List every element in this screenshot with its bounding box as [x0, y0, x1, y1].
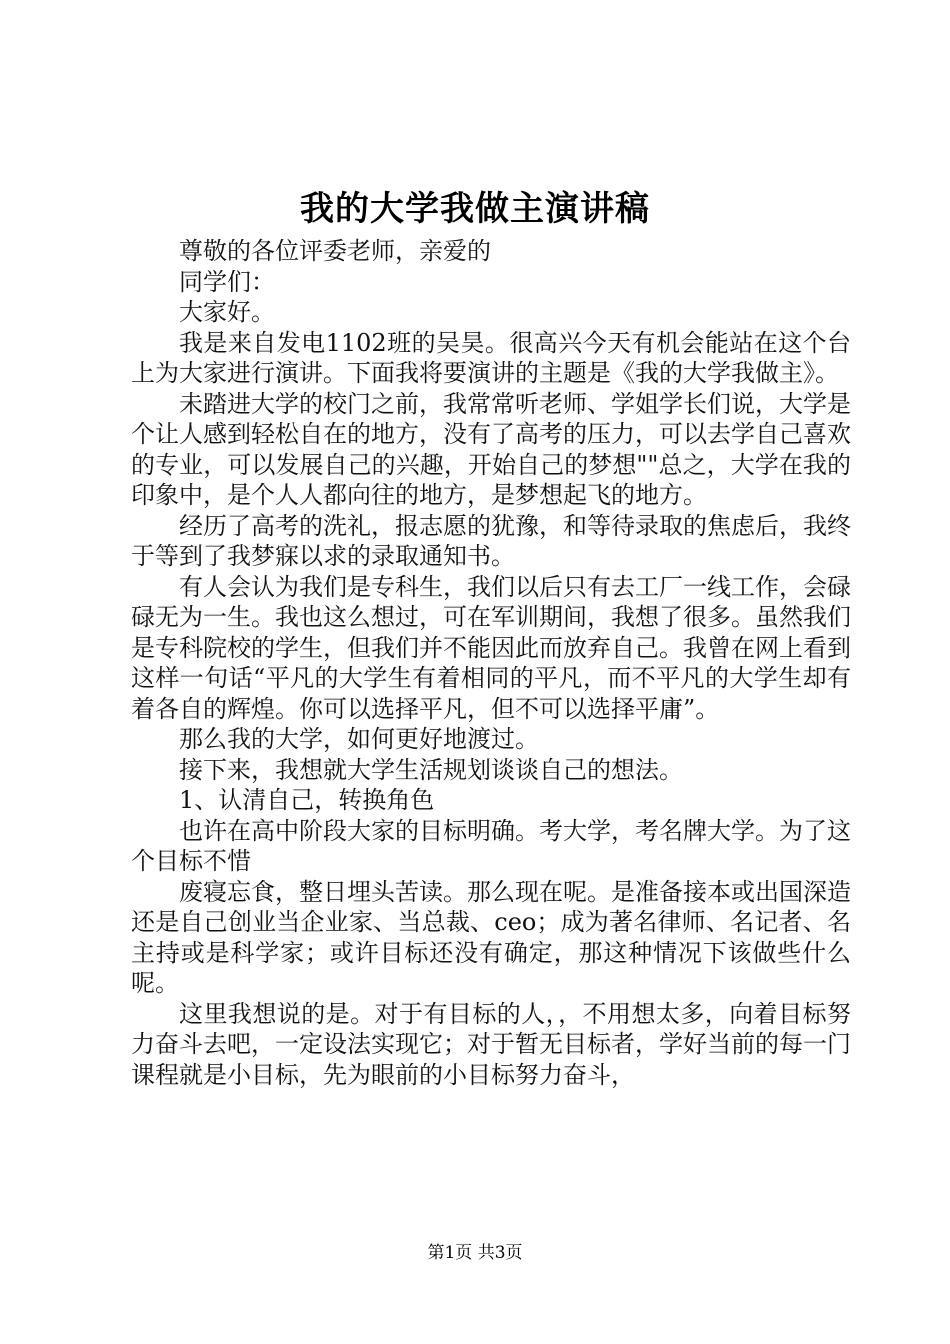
paragraph-admission: 经历了高考的洗礼，报志愿的犹豫，和等待录取的焦虑后，我终于等到了我梦寐以求的录取通知书。 [131, 511, 851, 570]
document-body [131, 236, 851, 1090]
paragraph-salutation-2: 同学们： [179, 267, 275, 296]
paragraph-salutation-1: 尊敬的各位评委老师，亲爱的 [179, 237, 491, 265]
paragraph-advice: 这里我想说的是。对于有目标的人，，不用想太多，向着目标努力奋斗去吧，一定设法实现它；对于暂无目标者，学好当前的每一门课程就是小目标，先为眼前的小目标努力奋斗， [131, 999, 851, 1089]
paragraph-intro: 我是来自发电1102班的吴昊。很高兴今天有机会能站在这个台上为大家进行演讲。下面我将要演讲的主题是《我的大学我做主》。 [131, 328, 851, 387]
paragraph-vocational: 有人会认为我们是专科生，我们以后只有去工厂一线工作，会碌碌无为一生。我也这么想过，可在军训期间，我想了很多。虽然我们是专科院校的学生，但我们并不能因此而放弃自己。我曾在网上看到这样一句话“平凡的大学生有着相同的平凡，而不平凡的大学生却有着各自的辉煌。你可以选择平凡，但不可以选择平庸”。 [131, 572, 851, 723]
paragraph-high-school-goal: 也许在高中阶段大家的目标明确。考大学，考名牌大学。为了这个目标不惜 [131, 816, 851, 875]
paragraph-heading-1: 1、认清自己，转换角色 [179, 786, 435, 814]
paragraph-how-to-spend: 那么我的大学，如何更好地渡过。 [179, 725, 539, 753]
paragraph-now-what: 废寝忘食，整日埋头苦读。那么现在呢。是准备接本或出国深造还是自己创业当企业家、当总裁、ceo；成为著名律师、名记者、名主持或是科学家；或许目标还没有确定，那这种情况下该做些什么呢。 [131, 877, 851, 997]
paragraph-greeting: 大家好。 [179, 298, 275, 326]
paragraph-planning: 接下来，我想就大学生活规划谈谈自己的想法。 [179, 755, 683, 784]
paragraph-before-college: 未踏进大学的校门之前，我常常听老师、学姐学长们说，大学是个让人感到轻松自在的地方，没有了高考的压力，可以去学自己喜欢的专业，可以发展自己的兴趣，开始自己的梦想""总之，大学在我的印象中，是个人人都向往的地方，是梦想起飞的地方。 [131, 389, 851, 509]
page-footer: 第1页 共3页 [427, 1243, 523, 1263]
document-title: 我的大学我做主演讲稿 [300, 189, 650, 229]
